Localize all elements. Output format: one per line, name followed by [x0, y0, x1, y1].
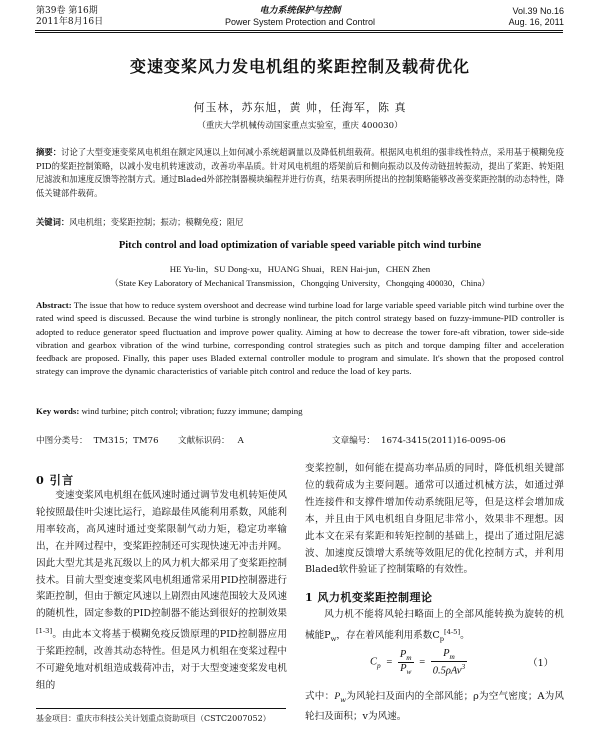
eq-num2: P — [443, 648, 450, 659]
authors-en: HE Yu-lin，SU Dong-xu，HUANG Shuai，REN Hai-jun，CHEN Zhen — [169, 264, 431, 274]
section-1-text-c: 。 — [460, 630, 470, 642]
eq-num2-sub: m — [449, 652, 455, 662]
journal-name-cn: 电力系统保护与控制 — [259, 6, 341, 16]
eq-den1: P — [400, 662, 407, 674]
eq-num1: P — [399, 648, 407, 660]
eq-lhs: C — [370, 656, 378, 668]
equation-1-label: （1） — [528, 658, 554, 669]
citation-4-5: [4-5] — [444, 627, 461, 636]
eq-num1-sub: m — [406, 652, 412, 662]
abstract-en-label: Abstract: — [36, 300, 72, 310]
header-rule-2 — [35, 32, 563, 33]
sub-w: w — [330, 635, 337, 643]
footnote-rule — [36, 708, 286, 709]
eq-den1-sub: w — [406, 666, 412, 676]
where-symbol-sub: w — [340, 695, 346, 704]
citation: [1-3] — [36, 627, 53, 636]
abstract-en-text: The issue that how to reduce system overshoot and decrease wind turbine load for large variable speed variable pitch wind turbine over the rated wind speed is discussed. Because the wind turbine is strongly nonlinear, the pitch control strategy based on fuzzy-immune-PID controller is adopted to reduce generator speed fluctuation and improve power quality. Aiming at how to decrease the tower fore-aft vibration, tower side-side vibration and gearbox vibration of the wind turbine, corresponding control strategies such as pitch and torque damping filter and acceleration feedback are proposed. Finally, this paper uses Bladed external controller module to program and simulate. It's shown that the proposed control strategy can improve the dynamic characteristics of variable pitch control and reduce the load of key parts. — [36, 300, 564, 377]
abstract-cn-text: 讨论了大型变速变桨风电机组在额定风速以上如何减小系统超调量以及降低机组载荷。根据风电机组的强非线性特点，采用基于模糊免疫PID的桨距控制策略，以减小发电机转速波动，改善功率品质。针对风电机组的塔架前后和侧向振动以及传动链扭转振动，提出了桨距、转矩阻尼滤波和加速度反馈等控制方式。通过Bladed外部控制器模块编程并进行仿真，结果表明所提出的控制策略能够改善变桨距控制的动态特性，降低关键部件载荷。 — [36, 147, 564, 198]
section-0-paragraph — [36, 488, 287, 695]
section-1-heading: 1 风力机变桨距控制理论 — [305, 591, 433, 604]
where-text: 为风轮扫及面内的全部风能；ρ为空气密度；A为风轮扫及面积；v为风速。 — [305, 691, 565, 722]
equation-1: $C_p$ = $\frac{P_m}{P_w}$ = $P_m$ 0.5ρAv$^3$ — [370, 648, 466, 677]
volume-cn: 第39卷 第16期 — [36, 6, 98, 16]
article-value: 1674-3415(2011)16-0095-06 — [380, 436, 506, 446]
abstract-en — [36, 299, 564, 379]
clc-value: TM315；TM76 — [93, 436, 159, 446]
section-0-text-cont: 。由此本文将基于模糊免疫反馈原理的PID控制器应用于桨距控制，改善其动态特性。但是风力机组在变桨过程中不可避免地对机组造成载荷冲击，对于大型变速变桨发电机组的 — [36, 629, 287, 692]
keywords-cn-label: 关键词： — [36, 217, 70, 227]
abstract-cn — [36, 146, 564, 200]
article-number — [332, 434, 506, 446]
eq-den2: 0.5ρAv — [432, 665, 462, 677]
doc-code — [178, 434, 244, 446]
clc-number — [36, 434, 159, 446]
eq-fraction-1 — [398, 649, 414, 676]
keywords-en-label: Key words: — [36, 406, 80, 416]
date-en: Aug. 16, 2011 — [508, 17, 564, 27]
title-en: Pitch control and load optimization of variable speed variable pitch wind turbine — [118, 240, 482, 251]
where-symbol: P — [334, 691, 341, 702]
volume-en: Vol.39 No.16 — [512, 6, 564, 16]
section-1-text: 风力机不能将风轮扫略面上的全部风能转换为旋转的机械能P — [305, 609, 564, 642]
section-1-paragraph — [305, 607, 564, 648]
keywords-en-text: wind turbine; pitch control; vibration; fuzzy immune; damping — [81, 406, 303, 416]
section-0-text: 变速变桨风电机组在低风速时通过调节发电机转矩使风轮按照最佳叶尖速比运行，追踪最佳风能利用系数，风能利用率较高，高风速时通过变桨限制气动力矩，稳定功率输出，在并网过程中，变桨距控制还可实现快速无冲击并网。因此大型尤其是兆瓦级以上的风力机大都采用了变桨距控制技术。目前大型变速变桨风电机组通常采用PID控制器进行桨距控制，但由于额定风速以上剧烈由风速范围较大及风速的随机性，固定参数的PID控制器不能达到很好的控制效果 — [36, 490, 287, 620]
right-column-paragraph: 变桨控制，如何能在提高功率品质的同时，降低机组关键部位的载荷成为主要问题。通常可以通过机械方法，如通过弹性连接件和支撑件增加传动系统阻尼等，但是这样会增加成本，并且由于风电机组自身阻尼非常小，效果非不理想。因此本文在采有桨距和转矩控制的基础上，提出了通过阻尼滤波、加速度反馈增大系统等效阻尼的优化控制方式，并利用Bladed软件验证了控制策略的有效性。 — [305, 463, 564, 576]
doc-value: A — [237, 436, 244, 446]
eq-fraction-2 — [431, 648, 467, 677]
section-0-heading: 0 引言 — [36, 473, 75, 487]
doc-label: 文献标识码： — [178, 436, 230, 446]
keywords-cn-text: 风电机组；变桨距控制；振动；模糊免疫；阻尼 — [69, 217, 244, 227]
section-1-text-b: ，存在着风能利用系数C — [336, 630, 440, 642]
keywords-en — [36, 405, 564, 418]
affiliation-cn: （重庆大学机械传动国家重点实验室，重庆 400030） — [197, 121, 403, 131]
footnote: 基金项目：重庆市科技公关计划重点资助项目（CSTC2007052） — [36, 714, 271, 723]
keywords-cn — [36, 216, 564, 230]
abstract-cn-label: 摘要： — [36, 147, 62, 157]
eq-lhs-sub: p — [377, 660, 381, 670]
equation-where — [305, 689, 564, 726]
where-label: 式中： — [305, 691, 335, 702]
journal-name-en: Power System Protection and Control — [224, 17, 376, 27]
affiliation-en: （State Key Laboratory of Mechanical Transmission，Chongqing University，Chongqing 400030，China） — [110, 278, 490, 288]
authors-cn: 何玉林，苏东旭，黄 帅，任海军，陈 真 — [193, 101, 407, 114]
sub-p: p — [439, 635, 445, 643]
clc-label: 中图分类号： — [36, 436, 88, 446]
title-cn: 变速变桨风力发电机组的桨距控制及载荷优化 — [129, 57, 470, 76]
article-label: 文章编号： — [332, 436, 375, 446]
eq-den2-sup: 3 — [461, 662, 466, 672]
header-rule — [35, 30, 563, 31]
date-cn: 2011年8月16日 — [36, 17, 104, 27]
